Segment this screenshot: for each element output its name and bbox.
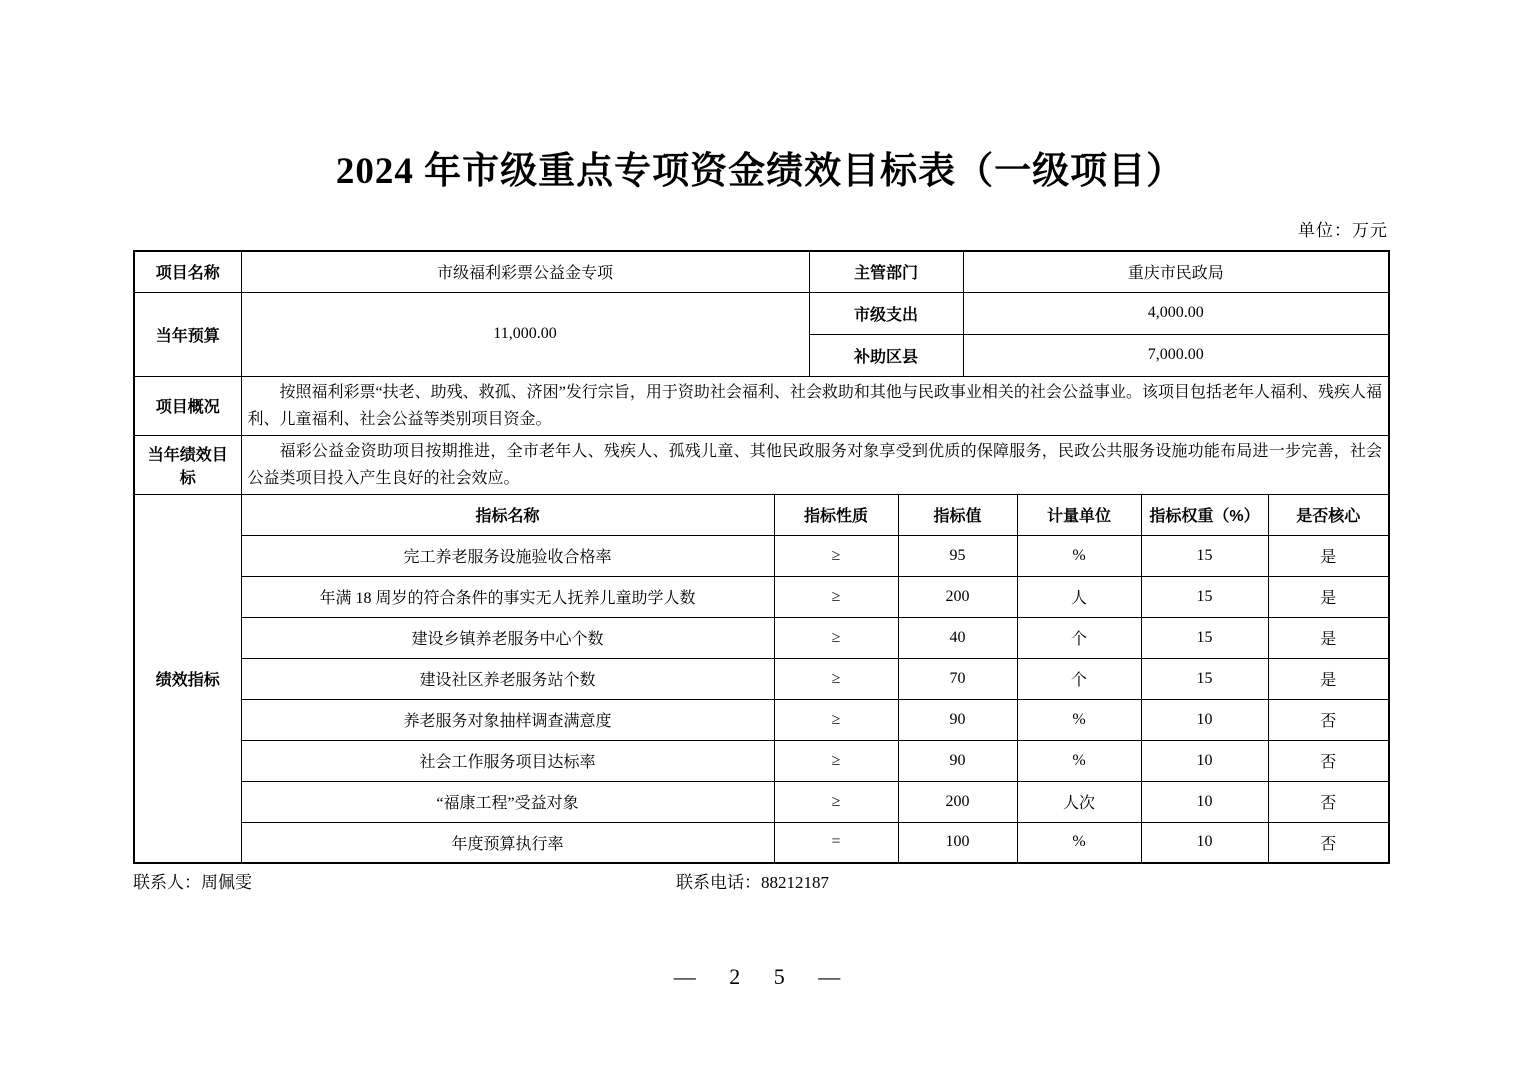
indicator-unit: 个 [1017, 617, 1141, 658]
overview-label: 项目概况 [134, 376, 241, 435]
indicator-row [134, 576, 1389, 617]
indicator-core: 否 [1268, 699, 1389, 740]
project-name-row [134, 251, 1389, 292]
indicator-core: 否 [1268, 740, 1389, 781]
unit-label: 单位：万元 [1298, 221, 1388, 240]
indicator-nature: ≥ [774, 617, 898, 658]
indicator-weight: 15 [1141, 576, 1268, 617]
indicator-row [134, 535, 1389, 576]
indicator-header-row [134, 494, 1389, 535]
indicator-weight: 10 [1141, 822, 1268, 863]
goal-text: 福彩公益金资助项目按期推进，全市老年人、残疾人、孤残儿童、其他民政服务对象享受到优质的保障服务，民政公共服务设施功能布局进一步完善，社会公益类项目投入产生良好的社会效应。 [247, 442, 1383, 487]
indicator-name: “福康工程”受益对象 [241, 781, 774, 822]
indicator-value: 200 [898, 576, 1017, 617]
budget-row-1 [134, 292, 1389, 334]
indicator-core: 是 [1268, 617, 1389, 658]
indicator-core: 是 [1268, 658, 1389, 699]
project-name-label: 项目名称 [134, 251, 241, 292]
header-indicator-core: 是否核心 [1268, 494, 1389, 535]
indicator-unit: % [1017, 822, 1141, 863]
indicator-row [134, 740, 1389, 781]
indicator-nature: ≥ [774, 699, 898, 740]
page-number: — 2 5 — [673, 964, 847, 989]
overview-cell [241, 376, 1389, 435]
header-indicator-nature: 指标性质 [774, 494, 898, 535]
city-expense-label: 市级支出 [809, 292, 963, 334]
indicator-value: 70 [898, 658, 1017, 699]
indicator-unit: 人 [1017, 576, 1141, 617]
department-value: 重庆市民政局 [963, 251, 1389, 292]
indicator-unit: % [1017, 740, 1141, 781]
overview-text: 按照福利彩票“扶老、助残、救孤、济困”发行宗旨，用于资助社会福利、社会救助和其他与民政事业相关的社会公益事业。该项目包括老年人福利、残疾人福利、儿童福利、社会公益等类别项目资金。 [247, 383, 1383, 428]
indicator-value: 90 [898, 740, 1017, 781]
indicator-unit: 个 [1017, 658, 1141, 699]
indicator-weight: 10 [1141, 740, 1268, 781]
indicator-core: 否 [1268, 781, 1389, 822]
subsidy-label: 补助区县 [809, 334, 963, 376]
indicator-unit: % [1017, 699, 1141, 740]
indicator-core: 否 [1268, 822, 1389, 863]
header-indicator-weight: 指标权重（%） [1141, 494, 1268, 535]
indicator-nature: ≥ [774, 576, 898, 617]
indicator-nature: ≥ [774, 740, 898, 781]
header-indicator-name: 指标名称 [241, 494, 774, 535]
city-expense-value: 4,000.00 [963, 292, 1389, 334]
indicator-nature: ≥ [774, 658, 898, 699]
contact-person: 联系人：周佩雯 [133, 873, 252, 892]
indicator-name: 年满 18 周岁的符合条件的事实无人抚养儿童助学人数 [241, 576, 774, 617]
performance-target-table [133, 250, 1390, 864]
indicator-name: 养老服务对象抽样调查满意度 [241, 699, 774, 740]
goal-row [134, 435, 1389, 494]
indicator-name: 建设乡镇养老服务中心个数 [241, 617, 774, 658]
indicator-unit: 人次 [1017, 781, 1141, 822]
indicator-value: 90 [898, 699, 1017, 740]
indicators-label: 绩效指标 [134, 494, 241, 863]
indicator-row [134, 617, 1389, 658]
indicator-weight: 10 [1141, 781, 1268, 822]
subsidy-value: 7,000.00 [963, 334, 1389, 376]
indicator-nature: = [774, 822, 898, 863]
page-title: 2024 年市级重点专项资金绩效目标表（一级项目） [335, 151, 1185, 192]
indicator-weight: 15 [1141, 617, 1268, 658]
indicator-weight: 15 [1141, 658, 1268, 699]
indicator-name: 建设社区养老服务站个数 [241, 658, 774, 699]
department-label: 主管部门 [809, 251, 963, 292]
goal-label: 当年绩效目标 [134, 435, 241, 494]
goal-cell [241, 435, 1389, 494]
indicator-value: 40 [898, 617, 1017, 658]
indicator-row [134, 781, 1389, 822]
indicator-value: 95 [898, 535, 1017, 576]
indicator-nature: ≥ [774, 781, 898, 822]
budget-label: 当年预算 [134, 292, 241, 376]
contact-phone: 联系电话：88212187 [676, 873, 829, 892]
indicator-name: 年度预算执行率 [241, 822, 774, 863]
overview-row [134, 376, 1389, 435]
indicator-weight: 10 [1141, 699, 1268, 740]
indicator-core: 是 [1268, 535, 1389, 576]
indicator-row [134, 699, 1389, 740]
indicator-weight: 15 [1141, 535, 1268, 576]
budget-value: 11,000.00 [241, 292, 809, 376]
indicator-value: 100 [898, 822, 1017, 863]
indicator-row [134, 658, 1389, 699]
indicator-value: 200 [898, 781, 1017, 822]
header-indicator-unit: 计量单位 [1017, 494, 1141, 535]
indicator-name: 完工养老服务设施验收合格率 [241, 535, 774, 576]
indicator-name: 社会工作服务项目达标率 [241, 740, 774, 781]
indicator-nature: ≥ [774, 535, 898, 576]
indicator-row [134, 822, 1389, 863]
project-name-value: 市级福利彩票公益金专项 [241, 251, 809, 292]
indicator-core: 是 [1268, 576, 1389, 617]
header-indicator-value: 指标值 [898, 494, 1017, 535]
indicator-unit: % [1017, 535, 1141, 576]
